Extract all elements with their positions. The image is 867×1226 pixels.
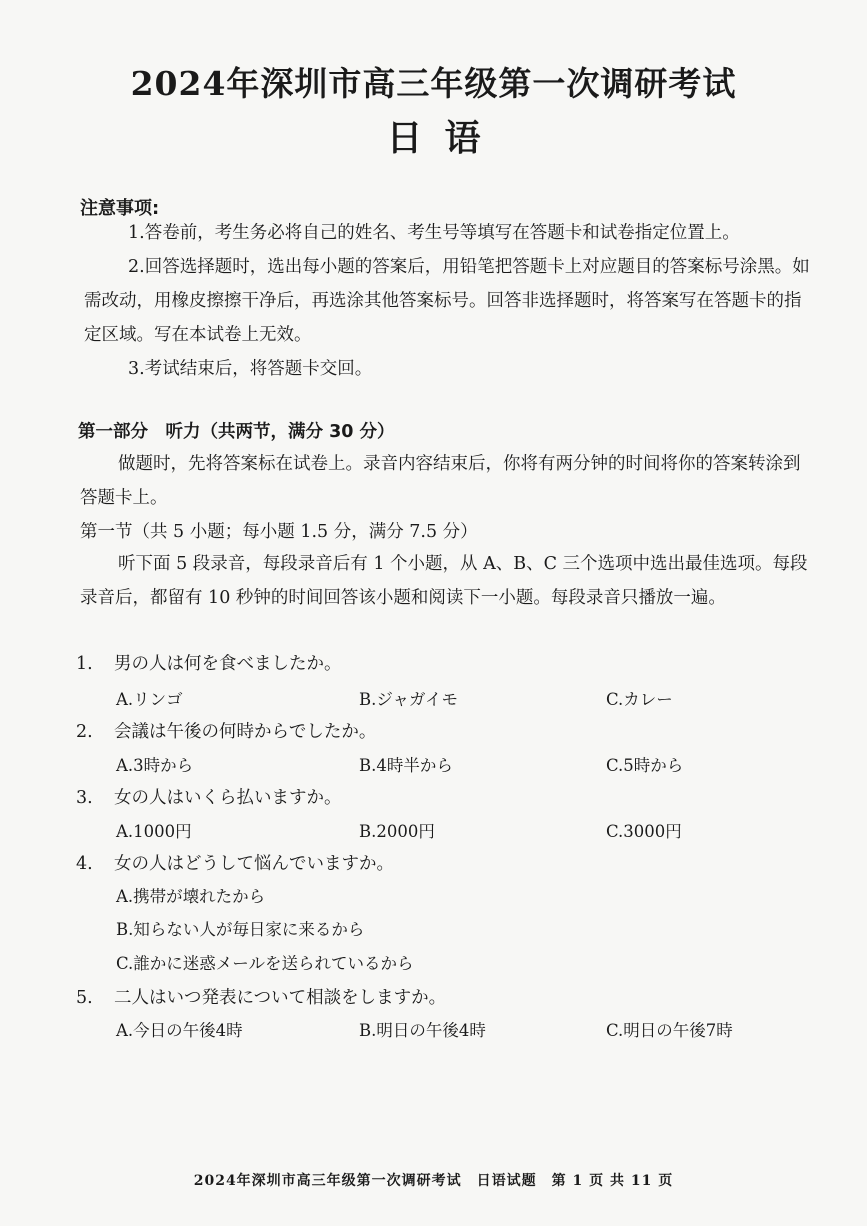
question-number: 5. (76, 988, 93, 1008)
option-c: C.誰かに迷惑メールを送られているから (116, 954, 414, 973)
question-2 (76, 718, 376, 743)
question-text: 会議は午後の何時からでしたか。 (114, 722, 377, 742)
question-text: 女の人はいくら払いますか。 (114, 788, 342, 808)
question-number: 2. (76, 722, 93, 742)
section-heading: 第一节（共 5 小题；每小题 1.5 分，满分 7.5 分） (80, 522, 478, 542)
note-item: 3.考试结束后，将答题卡交回。 (128, 359, 373, 379)
option-b: B.2000円 (359, 822, 435, 841)
question-number: 1. (76, 654, 93, 674)
option-a: A.今日の午後4時 (116, 1021, 243, 1040)
option-c: C.3000円 (606, 822, 682, 841)
exam-title: 2024年深圳市高三年级第一次调研考试 (130, 64, 737, 103)
option-b: B.ジャガイモ (359, 690, 459, 709)
option-b: B.4時半から (359, 756, 453, 775)
part-heading: 第一部分 听力（共两节，满分 30 分） (78, 422, 395, 442)
question-5 (76, 984, 446, 1009)
note-item: 2.回答选择题时，选出每小题的答案后，用铅笔把答题卡上对应题目的答案标号涂黑。如需改动，用橡皮擦擦干净后，再选涂其他答案标号。回答非选择题时，将答案写在答题卡的指定区域。写在本试卷上无效。 (84, 257, 810, 345)
notes-list (84, 216, 814, 386)
question-text: 二人はいつ発表について相談をしますか。 (114, 988, 447, 1008)
note-item: 1.答卷前，考生务必将自己的姓名、考生号等填写在答题卡和试卷指定位置上。 (128, 223, 740, 243)
notes-heading: 注意事项: (80, 198, 160, 219)
subject-title: 日语 (386, 117, 503, 159)
part-description (80, 447, 813, 515)
question-number: 4. (76, 854, 93, 874)
option-c: C.5時から (606, 756, 684, 775)
section-description-text: 听下面 5 段录音，每段录音后有 1 个小题，从 A、B、C 三个选项中选出最佳选项。每段录音后，都留有 10 秒钟的时间回答该小题和阅读下一小题。每段录音只播放一遍。 (80, 554, 808, 608)
option-b: B.知らない人が毎日家に来るから (116, 920, 365, 939)
option-a: A.3時から (116, 756, 194, 775)
question-1 (76, 650, 342, 675)
option-a: A.携帯が壊れたから (116, 887, 266, 906)
part-description-text: 做题时，先将答案标在试卷上。录音内容结束后，你将有两分钟的时间将你的答案转涂到答题卡上。 (80, 454, 801, 508)
option-c: C.カレー (606, 690, 673, 709)
option-a: A.リンゴ (116, 690, 183, 709)
question-3 (76, 784, 342, 809)
page-footer: 2024年深圳市高三年级第一次调研考试 日语试题 第 1 页 共 11 页 (193, 1173, 674, 1189)
option-a: A.1000円 (116, 822, 192, 841)
question-text: 男の人は何を食べましたか。 (114, 654, 342, 674)
question-4 (76, 850, 394, 875)
option-c: C.明日の午後7時 (606, 1021, 733, 1040)
option-b: B.明日の午後4時 (359, 1021, 486, 1040)
question-number: 3. (76, 788, 93, 808)
section-description (80, 547, 813, 615)
question-text: 女の人はどうして悩んでいますか。 (114, 854, 394, 874)
